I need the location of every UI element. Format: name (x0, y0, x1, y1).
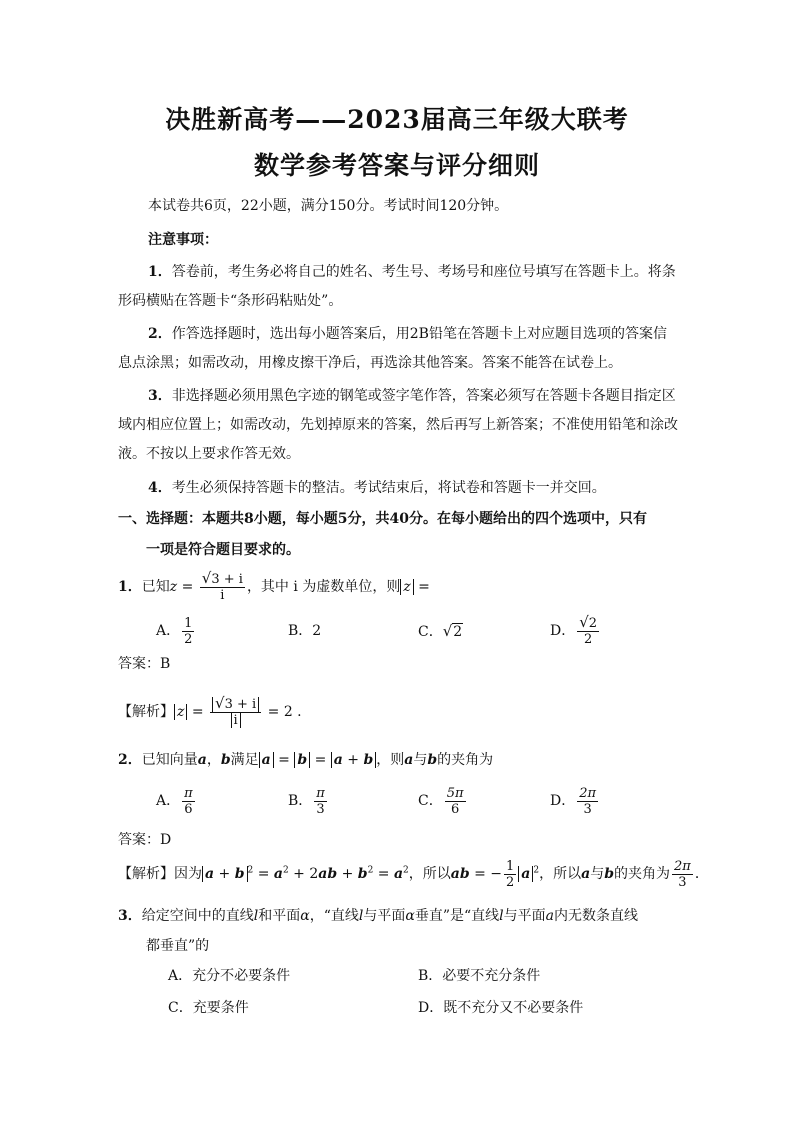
result: = 2 . (263, 704, 302, 720)
var-l: l (253, 908, 259, 924)
option-label: C． (418, 793, 443, 809)
abs-b: b (294, 752, 310, 768)
var-alpha: α (300, 908, 310, 924)
numerator: 5π (446, 785, 464, 801)
vec-b: b (220, 752, 231, 768)
stem-text: 给定空间中的直线 (141, 908, 254, 924)
question-number: 3． (118, 908, 142, 924)
option-label: A． (156, 793, 181, 809)
denominator: i (220, 588, 225, 603)
stem-text: 垂直”是“直线 (414, 908, 500, 924)
stem-text: 和平面 (258, 908, 301, 924)
vec-a: a (581, 866, 591, 882)
exponent: 2 (367, 865, 374, 876)
note-text: 非选择题必须用黑色字迹的钢笔或签字笔作答，答案必须写在答题卡各题目指定区 (171, 388, 676, 404)
stem-text: 与平面 (363, 908, 406, 924)
analysis-text: 与 (590, 866, 605, 882)
sqrt-symbol: √ (201, 569, 212, 587)
q3-option-a: A．充分不必要条件 (168, 968, 291, 984)
denominator: i (231, 713, 241, 728)
stem-text: 已知向量 (141, 752, 198, 768)
q2-analysis (118, 856, 709, 892)
sqrt-symbol: √ (579, 613, 589, 631)
exponent: 2 (403, 865, 409, 876)
stem-text: ，则 (376, 752, 405, 768)
abs-z: z (174, 704, 187, 720)
exponent: 2 (282, 865, 289, 876)
note-number: 4． (148, 480, 172, 496)
question-number: 2． (118, 752, 142, 768)
note-1-cont: 形码横贴在答题卡“条形码粘贴处”。 (118, 293, 343, 309)
vec-b: b (604, 866, 614, 882)
note-4 (148, 478, 606, 498)
equals: = (273, 752, 295, 768)
stem-text: ，“直线 (309, 908, 359, 924)
analysis-label: 【解析】 (118, 704, 174, 720)
q2-option-d (550, 784, 600, 818)
note-number: 1． (148, 264, 172, 280)
analysis-label: 【解析】 (118, 866, 174, 882)
numerator: 1 (184, 615, 193, 631)
plus: + (342, 752, 364, 768)
var-l: l (358, 908, 364, 924)
note-text: 答卷前，考生务必将自己的姓名、考生号、考场号和座位号填写在答题卡上。将条 (171, 264, 676, 280)
var-alpha: α (405, 908, 415, 924)
q2-option-b (288, 784, 329, 818)
option-value: 2 (312, 623, 322, 639)
analysis-text: ，所以 (539, 866, 582, 882)
page-title: 决胜新高考——2023届高三年级大联考 (165, 105, 629, 134)
vec-a: a (393, 866, 404, 882)
analysis-text: ，所以 (408, 866, 451, 882)
fraction (210, 696, 261, 728)
sqrt-symbol: √ (215, 694, 225, 712)
option-label: D． (550, 623, 576, 639)
option-value: 2 (453, 624, 463, 640)
q1-answer: 答案：B (118, 656, 171, 672)
var-z: z (169, 579, 178, 595)
note-number: 3． (148, 388, 172, 404)
q2-option-c (418, 784, 468, 818)
note-2-cont: 息点涂黑；如需改动，用橡皮擦干净后，再选涂其他答案。答案不能答在试卷上。 (118, 355, 622, 371)
stem-text: 的夹角为 (437, 752, 494, 768)
note-1 (148, 262, 676, 282)
stem-text: ，其中 i 为虚数单位，则 (246, 579, 401, 595)
denominator: 6 (450, 801, 460, 817)
vec-a: a (404, 752, 414, 768)
equals: = (310, 752, 331, 768)
question-3-stem (118, 906, 638, 926)
analysis-text: 的夹角为 (613, 866, 670, 882)
numerator: 3 + i (224, 697, 257, 712)
plus: + (288, 866, 310, 882)
denominator: 2 (184, 631, 193, 647)
abs-a: a (259, 752, 274, 768)
numerator: π (316, 785, 325, 801)
section-heading-cont: 一项是符合题目要求的。 (146, 542, 300, 558)
notice-heading: 注意事项： (148, 232, 218, 248)
exponent: 2 (247, 865, 254, 876)
vec-a: a (205, 866, 215, 882)
page-subtitle: 数学参考答案与评分细则 (253, 151, 540, 180)
stem-text: 内无数条直线 (554, 908, 638, 924)
vec-b: b (363, 752, 374, 768)
stem-text: = (413, 579, 430, 595)
denominator: 3 (678, 874, 687, 890)
equals: = (177, 579, 198, 595)
var-a: a (545, 908, 554, 924)
q1-option-c (418, 614, 463, 649)
numerator: 3 + i (211, 572, 243, 587)
denominator: 3 (583, 801, 592, 817)
q3-option-c: C．充要条件 (168, 1000, 249, 1016)
equals: = (373, 866, 394, 882)
numerator: 2π (579, 785, 597, 801)
q3-option-b: B．必要不充分条件 (418, 968, 541, 984)
note-number: 2． (148, 326, 172, 342)
sqrt-symbol: √ (442, 622, 453, 640)
note-2 (148, 324, 667, 344)
option-label: C． (418, 624, 443, 640)
question-2-stem (118, 750, 493, 770)
numerator: 1 (506, 858, 515, 874)
exam-summary: 本试卷共6页，22小题，满分150分。考试时间120分钟。 (148, 198, 509, 214)
numerator: π (184, 785, 193, 801)
abs-a: a (518, 866, 533, 882)
fraction (200, 571, 245, 603)
denominator: 6 (184, 801, 193, 817)
option-label: B． (288, 623, 313, 639)
equals: = (187, 704, 209, 720)
vec-a: a (197, 752, 207, 768)
q1-option-a (156, 614, 196, 648)
q2-answer: 答案：D (118, 832, 172, 848)
denominator: 2 (506, 874, 515, 890)
q1-analysis (118, 690, 302, 734)
numerator: 2π (673, 858, 691, 874)
note-3 (148, 386, 676, 406)
vec-b: b (234, 866, 245, 882)
equals: = (253, 866, 274, 882)
q2-option-a (156, 784, 197, 818)
vec-b: b (427, 752, 438, 768)
vec-a: a (273, 866, 283, 882)
note-text: 作答选择题时，选出每小题答案后，用2B铅笔在答题卡上对应题目选项的答案信 (171, 326, 667, 342)
minus: = − (469, 866, 503, 882)
period: ． (694, 866, 709, 882)
q3-option-d: D．既不充分又不必要条件 (418, 1000, 584, 1016)
plus: + (214, 866, 235, 882)
note-3-cont2: 液。不按以上要求作答无效。 (118, 446, 300, 462)
note-3-cont: 域内相应位置上；如需改动，先划掉原来的答案，然后再写上新答案；不准使用铅笔和涂改 (118, 417, 678, 433)
coefficient: 2 (309, 866, 319, 882)
option-label: B． (288, 793, 313, 809)
note-text: 考生必须保持答题卡的整洁。考试结束后，将试卷和答题卡一并交回。 (171, 480, 606, 496)
q1-option-d (550, 614, 601, 648)
question-number: 1． (118, 579, 142, 595)
vec-ab: ab (450, 866, 470, 882)
analysis-text: 因为 (174, 866, 202, 882)
plus: + (337, 866, 358, 882)
question-1-stem (118, 570, 430, 604)
vec-b: b (357, 866, 368, 882)
section-heading: 一、选择题：本题共8小题，每小题5分，共40分。在每小题给出的四个选项中，只有 (118, 511, 647, 527)
stem-text: ， (206, 752, 221, 768)
option-label: D． (550, 793, 576, 809)
exponent: 2 (533, 865, 540, 876)
vec-a: a (333, 752, 343, 768)
question-3-stem-cont: 都垂直”的 (146, 938, 210, 954)
option-label: A． (156, 623, 181, 639)
var-l: l (499, 908, 504, 924)
numerator: 2 (588, 616, 598, 631)
stem-text: 与 (413, 752, 428, 768)
q1-option-b (288, 614, 321, 648)
stem-text: 满足 (230, 752, 259, 768)
stem-text: 与平面 (503, 908, 546, 924)
denominator: 2 (584, 632, 593, 647)
vec-ab: ab (318, 866, 338, 882)
stem-text: 已知 (141, 579, 170, 595)
denominator: 3 (316, 801, 325, 817)
abs-z: z (400, 579, 413, 595)
